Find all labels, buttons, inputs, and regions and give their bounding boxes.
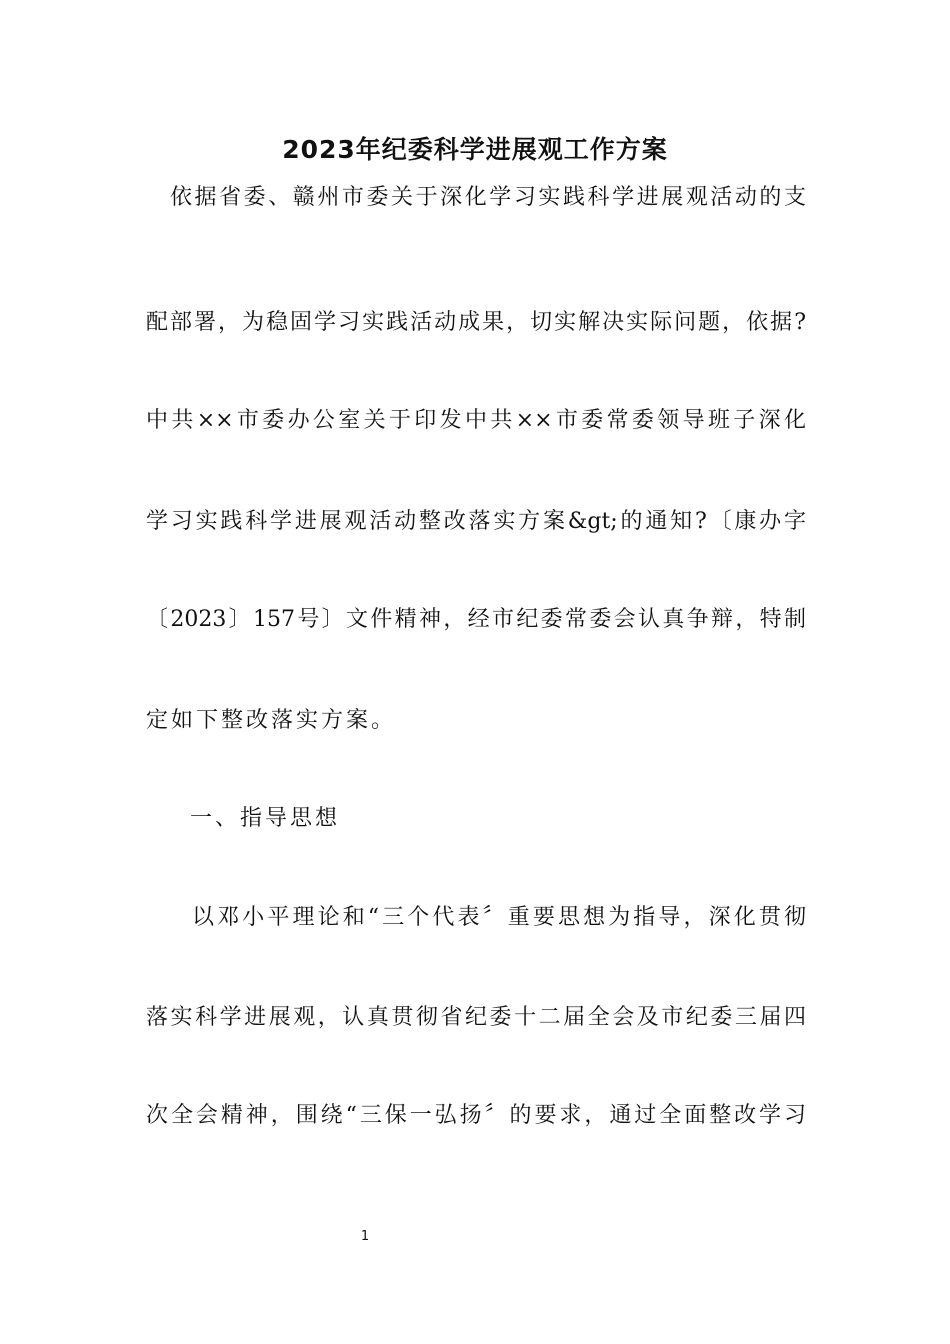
page-number: 1 — [360, 1229, 370, 1244]
text-line: 配部署，为稳固学习实践活动成果，切实解决实际问题，依据? — [146, 310, 806, 335]
section-heading: 一、指导思想 — [190, 806, 341, 831]
text-line: 〔2023〕157号〕文件精神，经市纪委常委会认真争辩，特制 — [146, 607, 806, 632]
text-line: 中共××市委办公室关于印发中共××市委常委领导班子深化 — [146, 408, 806, 433]
page-title: 2023年纪委科学进展观工作方案 — [282, 135, 668, 164]
text-line: 次全会精神，围绕“三保一弘扬〞的要求，通过全面整改学习 — [146, 1103, 806, 1128]
text-line: 定如下整改落实方案。 — [146, 708, 397, 733]
text-line: 学习实践科学进展观活动整改落实方案&gt;的通知?〔康办字 — [146, 509, 806, 534]
text-line: 依据省委、赣州市委关于深化学习实践科学进展观活动的支 — [170, 185, 806, 210]
text-line: 落实科学进展观，认真贯彻省纪委十二届全会及市纪委三届四 — [146, 1005, 806, 1030]
text-line: 以邓小平理论和“三个代表〞重要思想为指导，深化贯彻 — [192, 905, 806, 930]
